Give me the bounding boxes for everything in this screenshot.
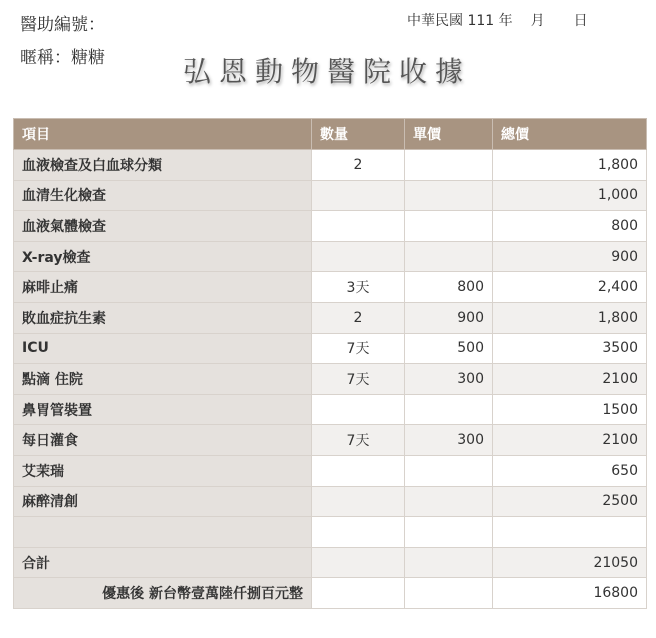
row-unit-price bbox=[405, 241, 493, 272]
row-total: 800 bbox=[493, 211, 647, 242]
row-item-name: 鼻胃管裝置 bbox=[14, 394, 312, 425]
row-item-name: 點滴 住院 bbox=[14, 364, 312, 395]
row-item-name: 血液氣體檢查 bbox=[14, 211, 312, 242]
sum-total: 21050 bbox=[493, 547, 647, 578]
row-item-name: 每日灌食 bbox=[14, 425, 312, 456]
medical-id-label: 醫助編號： bbox=[20, 15, 105, 35]
row-unit-price bbox=[405, 394, 493, 425]
row-unit-price: 300 bbox=[405, 425, 493, 456]
row-item-name: 敗血症抗生素 bbox=[14, 302, 312, 333]
table-row bbox=[14, 394, 647, 425]
date-era: 中華民國 111 年 bbox=[407, 13, 513, 29]
row-unit-price: 300 bbox=[405, 364, 493, 395]
table-row bbox=[14, 150, 647, 181]
row-item-name: 麻啡止痛 bbox=[14, 272, 312, 303]
table-row bbox=[14, 486, 647, 517]
discount-qty bbox=[312, 578, 405, 609]
row-total: 650 bbox=[493, 455, 647, 486]
sum-unit bbox=[405, 547, 493, 578]
row-total: 1,800 bbox=[493, 150, 647, 181]
col-header-qty: 數量 bbox=[312, 119, 405, 150]
row-item-name: 血清生化檢查 bbox=[14, 180, 312, 211]
row-total: 1500 bbox=[493, 394, 647, 425]
table-row bbox=[14, 517, 647, 548]
row-total bbox=[493, 517, 647, 548]
row-item-name: 艾茉瑞 bbox=[14, 455, 312, 486]
row-unit-price bbox=[405, 211, 493, 242]
table-row bbox=[14, 333, 647, 364]
row-unit-price bbox=[405, 180, 493, 211]
row-total: 2500 bbox=[493, 486, 647, 517]
row-qty: 2 bbox=[312, 302, 405, 333]
row-qty: 7天 bbox=[312, 333, 405, 364]
nickname-label: 暱稱：糖糖 bbox=[20, 48, 105, 68]
row-total: 2100 bbox=[493, 425, 647, 456]
table-header-row bbox=[14, 119, 647, 150]
table-row bbox=[14, 272, 647, 303]
discount-label: 優惠後 新台幣壹萬陸仟捌百元整 bbox=[14, 578, 312, 609]
row-qty bbox=[312, 486, 405, 517]
table-row bbox=[14, 241, 647, 272]
sum-qty bbox=[312, 547, 405, 578]
row-qty bbox=[312, 517, 405, 548]
row-qty bbox=[312, 241, 405, 272]
table-row bbox=[14, 211, 647, 242]
row-total: 1,800 bbox=[493, 302, 647, 333]
row-qty bbox=[312, 394, 405, 425]
date-day: 日 bbox=[573, 13, 588, 29]
table-row bbox=[14, 180, 647, 211]
date-month: 月 bbox=[530, 13, 545, 29]
row-total: 2100 bbox=[493, 364, 647, 395]
row-qty: 3天 bbox=[312, 272, 405, 303]
table-row bbox=[14, 455, 647, 486]
row-total: 900 bbox=[493, 241, 647, 272]
row-unit-price: 500 bbox=[405, 333, 493, 364]
date-line bbox=[407, 10, 588, 30]
table-row bbox=[14, 302, 647, 333]
row-item-name: 血液檢查及白血球分類 bbox=[14, 150, 312, 181]
col-header-total: 總價 bbox=[493, 119, 647, 150]
row-unit-price bbox=[405, 455, 493, 486]
row-total: 1,000 bbox=[493, 180, 647, 211]
receipt-title: 弘恩動物醫院收據 bbox=[183, 55, 472, 88]
row-item-name bbox=[14, 517, 312, 548]
discount-row bbox=[14, 578, 647, 609]
table-row bbox=[14, 364, 647, 395]
row-total: 2,400 bbox=[493, 272, 647, 303]
col-header-item: 項目 bbox=[14, 119, 312, 150]
row-unit-price: 900 bbox=[405, 302, 493, 333]
row-unit-price: 800 bbox=[405, 272, 493, 303]
row-qty bbox=[312, 455, 405, 486]
row-item-name: 麻醉清創 bbox=[14, 486, 312, 517]
row-item-name: X-ray檢查 bbox=[14, 241, 312, 272]
discount-unit bbox=[405, 578, 493, 609]
col-header-unit-price: 單價 bbox=[405, 119, 493, 150]
row-item-name: ICU bbox=[14, 333, 312, 364]
row-unit-price bbox=[405, 517, 493, 548]
row-total: 3500 bbox=[493, 333, 647, 364]
sum-row bbox=[14, 547, 647, 578]
row-unit-price bbox=[405, 486, 493, 517]
row-unit-price bbox=[405, 150, 493, 181]
row-qty: 7天 bbox=[312, 364, 405, 395]
row-qty bbox=[312, 180, 405, 211]
table-row bbox=[14, 425, 647, 456]
row-qty: 2 bbox=[312, 150, 405, 181]
receipt-table bbox=[13, 118, 647, 609]
row-qty bbox=[312, 211, 405, 242]
discount-total: 16800 bbox=[493, 578, 647, 609]
sum-label: 合計 bbox=[14, 547, 312, 578]
row-qty: 7天 bbox=[312, 425, 405, 456]
